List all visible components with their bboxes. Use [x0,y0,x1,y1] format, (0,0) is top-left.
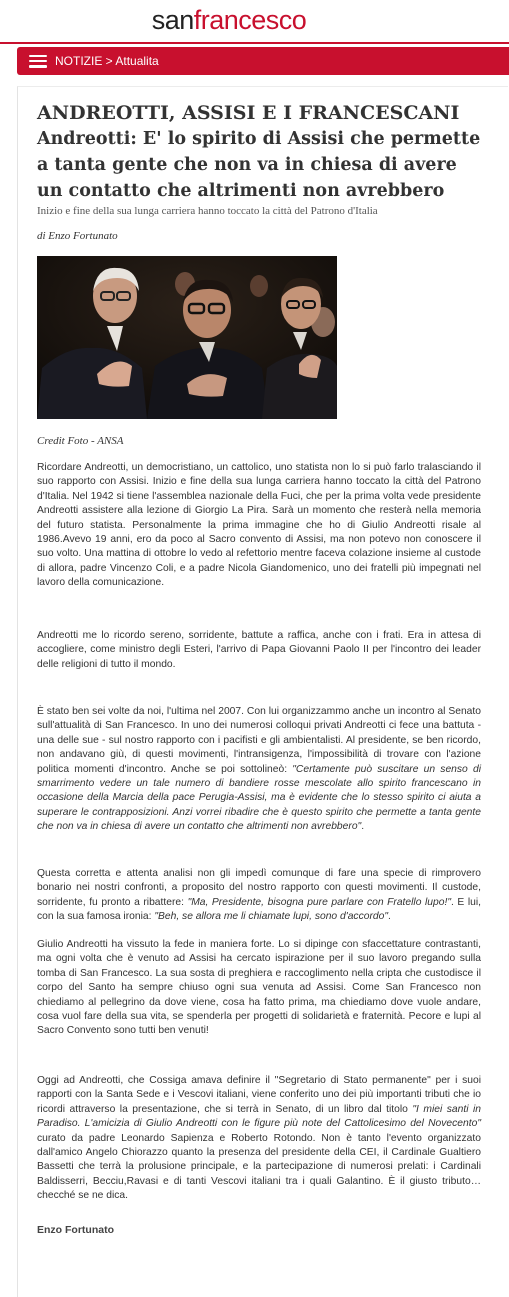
article-paragraph-4 [37,867,481,925]
breadcrumb-notizie-link[interactable]: NOTIZIE [55,54,103,68]
photo-credit: Credit Foto - ANSA [37,435,124,447]
header-divider [0,42,509,44]
paragraph-6-text-1: Oggi ad Andreotti, che Cossiga amava definire il "Segretario di Stato permanente" per i suoi rapporti con la Santa Sede e i Vescovi italiani, viene conferito uno dei più importanti tributi che io ricordi attraverso la presentazione, che si terrà in Senato, di un libro dal titolo [37,1075,481,1115]
article-byline: di Enzo Fortunato [37,230,118,242]
article-lede: Inizio e fine della sua lunga carriera hanno toccato la città del Patrono d'Italia [37,205,378,217]
breadcrumb-separator: > [102,54,116,68]
article-subtitle: Andreotti: E' lo spirito di Assisi che permette a tanta gente che non va in chiesa di avere un contatto che altrimenti non avrebbero [37,129,481,201]
breadcrumb [55,54,159,68]
paragraph-3-quote: "Certamente può suscitare un senso di smarrimento vedere un tale numero di bandiere rosse mescolate allo spirito francescano in occasione della Marcia della pace Perugia-Assisi, ma è evidente che lo stesso spirito ci aiuta a superare le contrapposizioni. Anzi vorrei ribadire che è questo spirito che permette a tanta gente che non va in chiesa di avere un contatto che altrimenti non avrebbero" [37,763,481,833]
article-paragraph-6 [37,1074,481,1204]
paragraph-6-text-2: curato da padre Leonardo Sapienza e Roberto Rotondo. Non è tanto l'evento organizzato dall'amico Angelo Chiorazzo quanto la presenza del presidente della CEI, il Cardinale Gualtiero Bassetti che terrà la prolusione principale, e la partecipazione di numerosi prelati: i Cardinali Baldisserri, Becciu,Ravasi e di tanti Vescovi italiani tra i quali Galantino. È il giusto tributo… checché se ne dica. [37,1132,481,1202]
article-photo [37,256,337,419]
breadcrumb-attualita-link[interactable]: Attualita [115,54,159,68]
paragraph-3-text: È stato ben sei volte da noi, l'ultima nel 2007. Con lui organizzammo anche un incontro al Senato sull'attualità di San Francesco. In uno dei numerosi colloqui privati Andreotti ci fece una battuta - una delle sue - sul nostro rapporto con i pacifisti e gli ambientalisti. Al presidente, se ben ricordo, non andavano giù, di questi movimenti, l'intransigenza, l'impossibilità di trovare con l'azione politica momenti d'incontro. Anche se poi sottolineò: [37,706,481,775]
paragraph-4-end: . [388,911,391,923]
hamburger-menu-icon[interactable] [29,55,47,68]
paragraph-6-book-title: "I miei santi in Paradiso. L'amicizia di Giulio Andreotti con le figure più note del Cattolicesimo del Novecento" [37,1103,481,1130]
article-paragraph-5: Giulio Andreotti ha vissuto la fede in maniera forte. Lo si dipinge con sfaccettature contrastanti, ma ogni volta che è venuto ad Assisi ha cercato ispirazione per il suo lavoro pregando sulla tomba di San Francesco. La sua sosta di preghiera e raccoglimento nella cripta che custodisce il corpo del Santo ha sempre chiuso ogni sua venuta ad Assisi. Come San Francesco non chiediamo al pellegrino da dove viene, cosa ha fatto prima, ma chiediamo dove vuole andare, cosa vuol fare della sua vita, se spenderla per progetti di solidarietà e fraternità. Pecore e lupi al Sacro Convento sono tutti ben venuti! [37,939,481,1037]
paragraph-4-text-1: Questa corretta e attenta analisi non gli impedì comunque di fare una specie di rimprovero bonario nei nostri confronti, a proposito del nostro rapporto con questi movimenti. Il custode, sorridente, fu pronto a ribattere: [37,868,481,908]
logo-text-san: san [151,4,194,35]
article-title: ANDREOTTI, ASSISI E I FRANCESCANI [37,102,460,124]
paragraph-3-end: . [361,821,365,833]
article-paragraph-1: Ricordare Andreotti, un democristiano, un cattolico, uno statista non lo si può farlo tralasciando il suo rapporto con Assisi. Inizio e fine della sua lunga carriera hanno toccato la città del Patrono d'Italia. Nel 1942 si tiene l'assemblea nazionale della Fuci, che per la prima volta vede presidente Andreotti assistere alla lezione di Giorgio La Pira. Sarà un momento che resterà nella memoria del futuro statista. Personalmente la prima immagine che ho di Giulio Andreotti risale al 1986.Avevo 19 anni, ero da poco al Sacro convento di Assisi, ma non potevo non conoscere il suo volto. Una mattina di ottobre lo vedo al refettorio mentre faceva colazione insieme al custode di allora, padre Vincenzo Coli, e a padre Nicola Giandomenico, uno dei fratelli più impegnati nel lavoro della comunicazione. [37,462,481,589]
paragraph-4-text-2: . E lui, con la sua famosa ironia: [37,896,481,923]
section-navbar [17,47,509,75]
logo-text-francesco: francesco [193,4,307,35]
article-paragraph-2: Andreotti me lo ricordo sereno, sorridente, battute a raffica, anche con i frati. Era in attesa di accogliere, come ministro degli Esteri, l'arrivo di Papa Giovanni Paolo II per l'incontro dei leader delle religioni di tutto il mondo. [37,630,481,670]
article-paragraph-3 [37,705,481,835]
photo-illustration [37,256,337,419]
paragraph-4-quote-2: "Beh, se allora me li chiamate lupi, sono d'accordo" [154,911,388,923]
site-header [0,0,509,44]
paragraph-4-quote-1: "Ma, Presidente, bisogna pure parlare con Fratello lupo!" [187,896,451,908]
site-logo[interactable] [134,0,324,40]
article-signature: Enzo Fortunato [37,1224,114,1236]
